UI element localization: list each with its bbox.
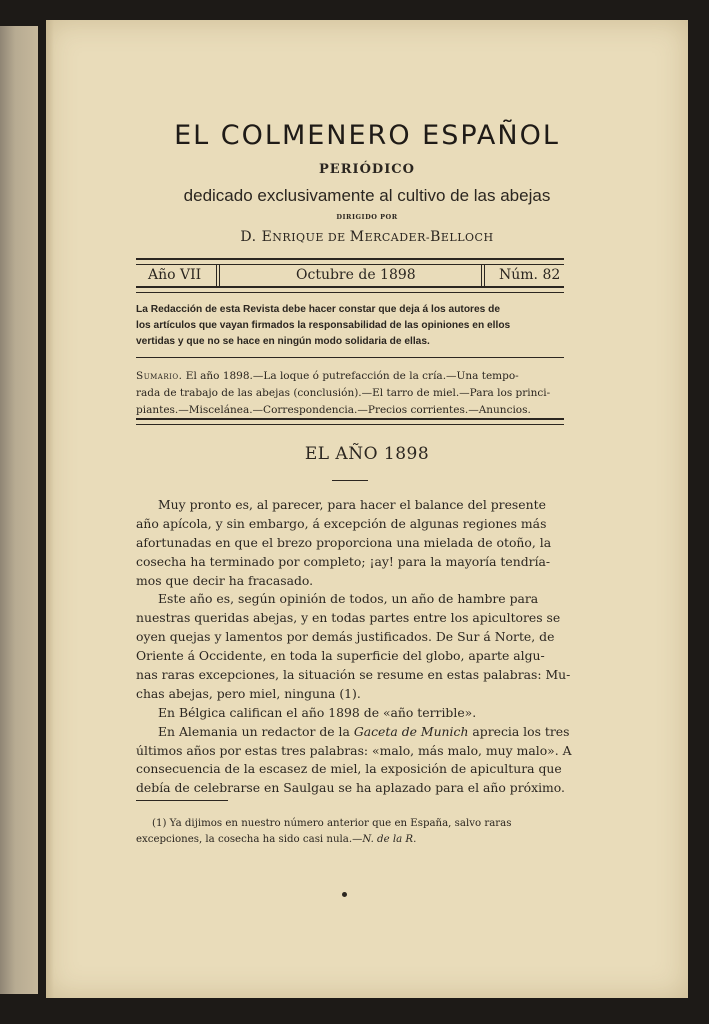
article-line: nas raras excepciones, la situación se resume en estas palabras: Mu- [136, 667, 571, 683]
sumario-top-rule [136, 357, 564, 358]
journal-subtitle: PERIÓDICO [319, 162, 415, 177]
journal-page [46, 20, 688, 998]
article-line: últimos años por estas tres palabras: «malo, más malo, muy malo». A [136, 742, 572, 758]
notice-line: La Redacción de esta Revista debe hacer constar que deja á los autores de [136, 304, 501, 315]
sumario-line: rada de trabajo de las abejas (conclusión).—El tarro de miel.—Para los princi- [136, 387, 551, 399]
article-line: Muy pronto es, al parecer, para hacer el balance del presente [158, 497, 546, 512]
sumario-line: piantes.—Miscelánea.—Correspondencia.—Precios corrientes.—Anuncios. [136, 404, 531, 416]
article-line: oyen quejas y lamentos por demás justificados. De Sur á Norte, de [136, 629, 555, 645]
journal-tagline: dedicado exclusivamente al cultivo de las abejas [183, 186, 551, 205]
notice-line: vertidas y que no se hace en ningún modo solidaria de ellas. [136, 336, 430, 347]
article-body [136, 496, 572, 798]
article-line: mos que decir ha fracasado. [136, 572, 314, 588]
editorial-notice [136, 302, 566, 350]
issue-info-bar [136, 264, 564, 286]
article-line: En Alemania un redactor de la Gaceta de Munich aprecia los tres [158, 723, 570, 739]
article-line: nuestras queridas abejas, y en todas partes entre los apicultores se [136, 610, 561, 626]
article-line: consecuencia de la escasez de miel, la exposición de apicultura que [136, 761, 562, 777]
issue-date: Octubre de 1898 [296, 267, 416, 283]
issue-divider [216, 265, 220, 287]
footnote-line: excepciones, la cosecha ha sido casi nula.—N. de la R. [136, 834, 417, 845]
directed-by-label: DIRIGIDO POR [336, 213, 398, 221]
sumario-bottom-rule [136, 418, 564, 425]
issue-year: Año VII [148, 267, 202, 283]
issue-bottom-rule [136, 286, 564, 293]
journal-title: EL COLMENERO ESPAÑOL [174, 120, 560, 151]
article-line: chas abejas, pero miel, ninguna (1). [136, 685, 361, 701]
notice-line: los artículos que vayan firmados la responsabilidad de las opiniones en ellos [136, 320, 511, 331]
footnote [136, 816, 568, 848]
director-name: D. ENRIQUE DE MERCADER-BELLOCH [240, 229, 494, 245]
adjacent-page-edge [0, 26, 38, 994]
footnote-rule [136, 800, 228, 801]
heading-rule [332, 480, 368, 481]
printer-mark [342, 892, 347, 897]
issue-divider [481, 265, 485, 287]
article-line: año apícola, y sin embargo, á excepción de algunas regiones más [136, 515, 547, 531]
article-line: debía de celebrarse en Saulgau se ha aplazado para el año próximo. [136, 780, 565, 796]
sumario-line: Sumario. El año 1898.—La loque ó putrefacción de la cría.—Una tempo- [136, 370, 519, 382]
table-of-contents [136, 368, 566, 419]
article-line: En Bélgica califican el año 1898 de «año terrible». [158, 704, 477, 720]
article-line: Este año es, según opinión de todos, un año de hambre para [158, 591, 539, 607]
article-line: Oriente á Occidente, en toda la superficie del globo, aparte algu- [136, 648, 545, 664]
article-heading: EL AÑO 1898 [304, 444, 430, 464]
sumario-label: Sumario. [136, 370, 183, 382]
article-line: cosecha ha terminado por completo; ¡ay! para la mayoría tendría- [136, 553, 551, 569]
issue-number: Núm. 82 [499, 267, 561, 283]
article-line: afortunadas en que el brezo proporciona una mielada de otoño, la [136, 534, 552, 550]
footnote-line: (1) Ya dijimos en nuestro número anterior que en España, salvo raras [152, 818, 512, 829]
